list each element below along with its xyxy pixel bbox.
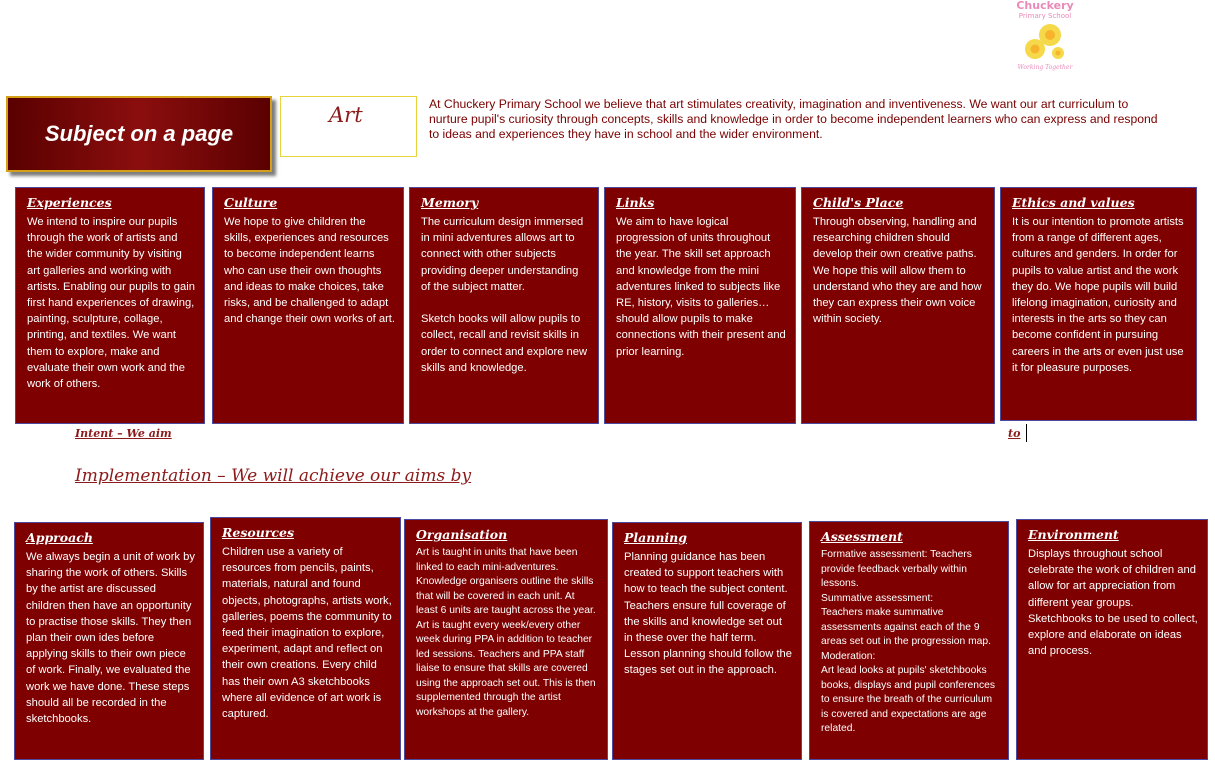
logo-motto: Working Together <box>1017 64 1073 71</box>
implementation-card-approach <box>14 522 204 760</box>
card-title: Approach <box>26 530 93 545</box>
intent-heading-to: to <box>1008 427 1021 440</box>
card-title: Ethics and values <box>1012 195 1135 210</box>
intent-card-ethics-and-values <box>1000 187 1197 421</box>
intent-card-culture <box>212 187 404 424</box>
intro-text: At Chuckery Primary School we believe that art stimulates creativity, imagination and inventiveness. We want our art curriculum to nurture pupil's curiosity through concepts, skills and knowledge in order to become independent learners who can express and respond to ideas and experiences they have in school and the wider environment. <box>429 97 1158 141</box>
card-body: The curriculum design immersed in mini adventures allows art to connect with other subjects providing deeper understanding of the subject matter. Sketch books will allow pupils to collect, recall and revisit skills in order to connect and explore new skills and knowledge. <box>421 216 588 374</box>
intent-card-links <box>604 187 796 424</box>
banner-title: Subject on a page <box>44 121 234 146</box>
intent-card-memory <box>409 187 599 424</box>
implementation-card-planning <box>612 522 802 760</box>
intent-card-experiences <box>15 187 205 424</box>
implementation-card-environment <box>1016 519 1208 760</box>
implementation-card-resources <box>210 517 401 760</box>
school-logo <box>1012 0 1078 78</box>
card-body: It is our intention to promote artists from a range of different ages, cultures and genders. In order for pupils to value artist and the work they do. We hope pupils will build lifelong imagination, curiosity and interests in the arts so they can become confident in pursuing careers in the arts or even just use it for pleasure purposes. <box>1012 216 1184 374</box>
subject-box <box>280 96 417 157</box>
card-title: Planning <box>624 530 688 545</box>
logo-name: Chuckery <box>1016 0 1074 12</box>
text-cursor <box>1026 424 1027 442</box>
implementation-card-assessment <box>809 521 1009 760</box>
card-body: Art is taught in units that have been linked to each mini-adventures. Knowledge organisers outline the skills that will be covered in each unit. At least 6 units are taught across the year. Art is taught every week/every other week during PPA in addition to teacher led sessions. Teachers and PPA staff liaise to ensure that skills are covered using the approach set out. This is then supplemented through the artist workshops at the gallery. <box>416 547 596 718</box>
intent-heading: Intent – We aim <box>75 427 172 440</box>
card-title: Memory <box>421 195 479 210</box>
card-title: Organisation <box>416 527 508 542</box>
flower-icon <box>1020 21 1070 65</box>
card-title: Environment <box>1028 527 1119 542</box>
card-body: Displays throughout school celebrate the work of children and allow for art appreciation from different year groups. Sketchbooks to be used to collect, explore and elaborate on ideas and process. <box>1028 548 1198 658</box>
card-title: Child's Place <box>813 195 904 210</box>
card-title: Assessment <box>821 529 903 544</box>
card-title: Resources <box>222 525 294 540</box>
card-body: Through observing, handling and researching children should develop their own creative paths. We hope this will allow them to understand who they are and how they can express their own voice within society. <box>813 216 982 326</box>
implementation-card-organisation <box>404 519 608 760</box>
card-body: We aim to have logical progression of units throughout the year. The skill set approach and knowledge from the mini adventures linked to subjects like RE, history, visits to galleries… should allow pupils to make connections with their present and prior learning. <box>616 216 786 358</box>
card-body: We always begin a unit of work by sharing the work of others. Skills by the artist are discussed children then have an opportunity to practise those skills. They then plan their own ides before applying skills to their own piece of work. Finally, we evaluated the work we have done. These steps should all be recorded in the sketchbooks. <box>26 551 195 726</box>
subject-name: Art <box>329 103 363 127</box>
card-body: Children use a variety of resources from pencils, paints, materials, natural and found objects, photographs, artists work, galleries, poems the community to feed their imagination to explore, experiment, adapt and reflect on their own creations. Every child has their own A3 sketchbooks where all evidence of art work is captured. <box>222 546 392 721</box>
intent-card-childs-place <box>801 187 995 424</box>
card-body: We hope to give children the skills, experiences and resources to become independent learns who can use their own thoughts and ideas to make choices, take risks, and be challenged to adapt and change their own works of art. <box>224 216 396 326</box>
card-title: Experiences <box>27 195 112 210</box>
card-body: We intend to inspire our pupils through the work of artists and the wider community by visiting art galleries and working with artists. Enabling our pupils to gain first hand experiences of drawing, painting, sculpture, collage, printing, and textiles. We want them to explore, make and evaluate their own work and the work of others. <box>27 216 195 391</box>
logo-subtitle: Primary School <box>1018 12 1072 20</box>
subject-on-a-page-banner <box>6 96 272 172</box>
implementation-heading: Implementation – We will achieve our aims by <box>75 466 472 486</box>
card-title: Culture <box>224 195 278 210</box>
card-body: Formative assessment: Teachers provide feedback verbally within lessons. Summative assessment: Teachers make summative assessments against each of the 9 areas set out in the progression map. Moderation: Art lead looks at pupils' sketchbooks books, displays and pupil conferences to ensure the breath of the curriculum is covered and expectations are age related. <box>821 549 996 734</box>
card-body: Planning guidance has been created to support teachers with how to teach the subject content. Teachers ensure full coverage of the skills and knowledge set out in these over the half term. Lesson planning should follow the stages set out in the approach. <box>624 551 792 677</box>
card-title: Links <box>616 195 655 210</box>
